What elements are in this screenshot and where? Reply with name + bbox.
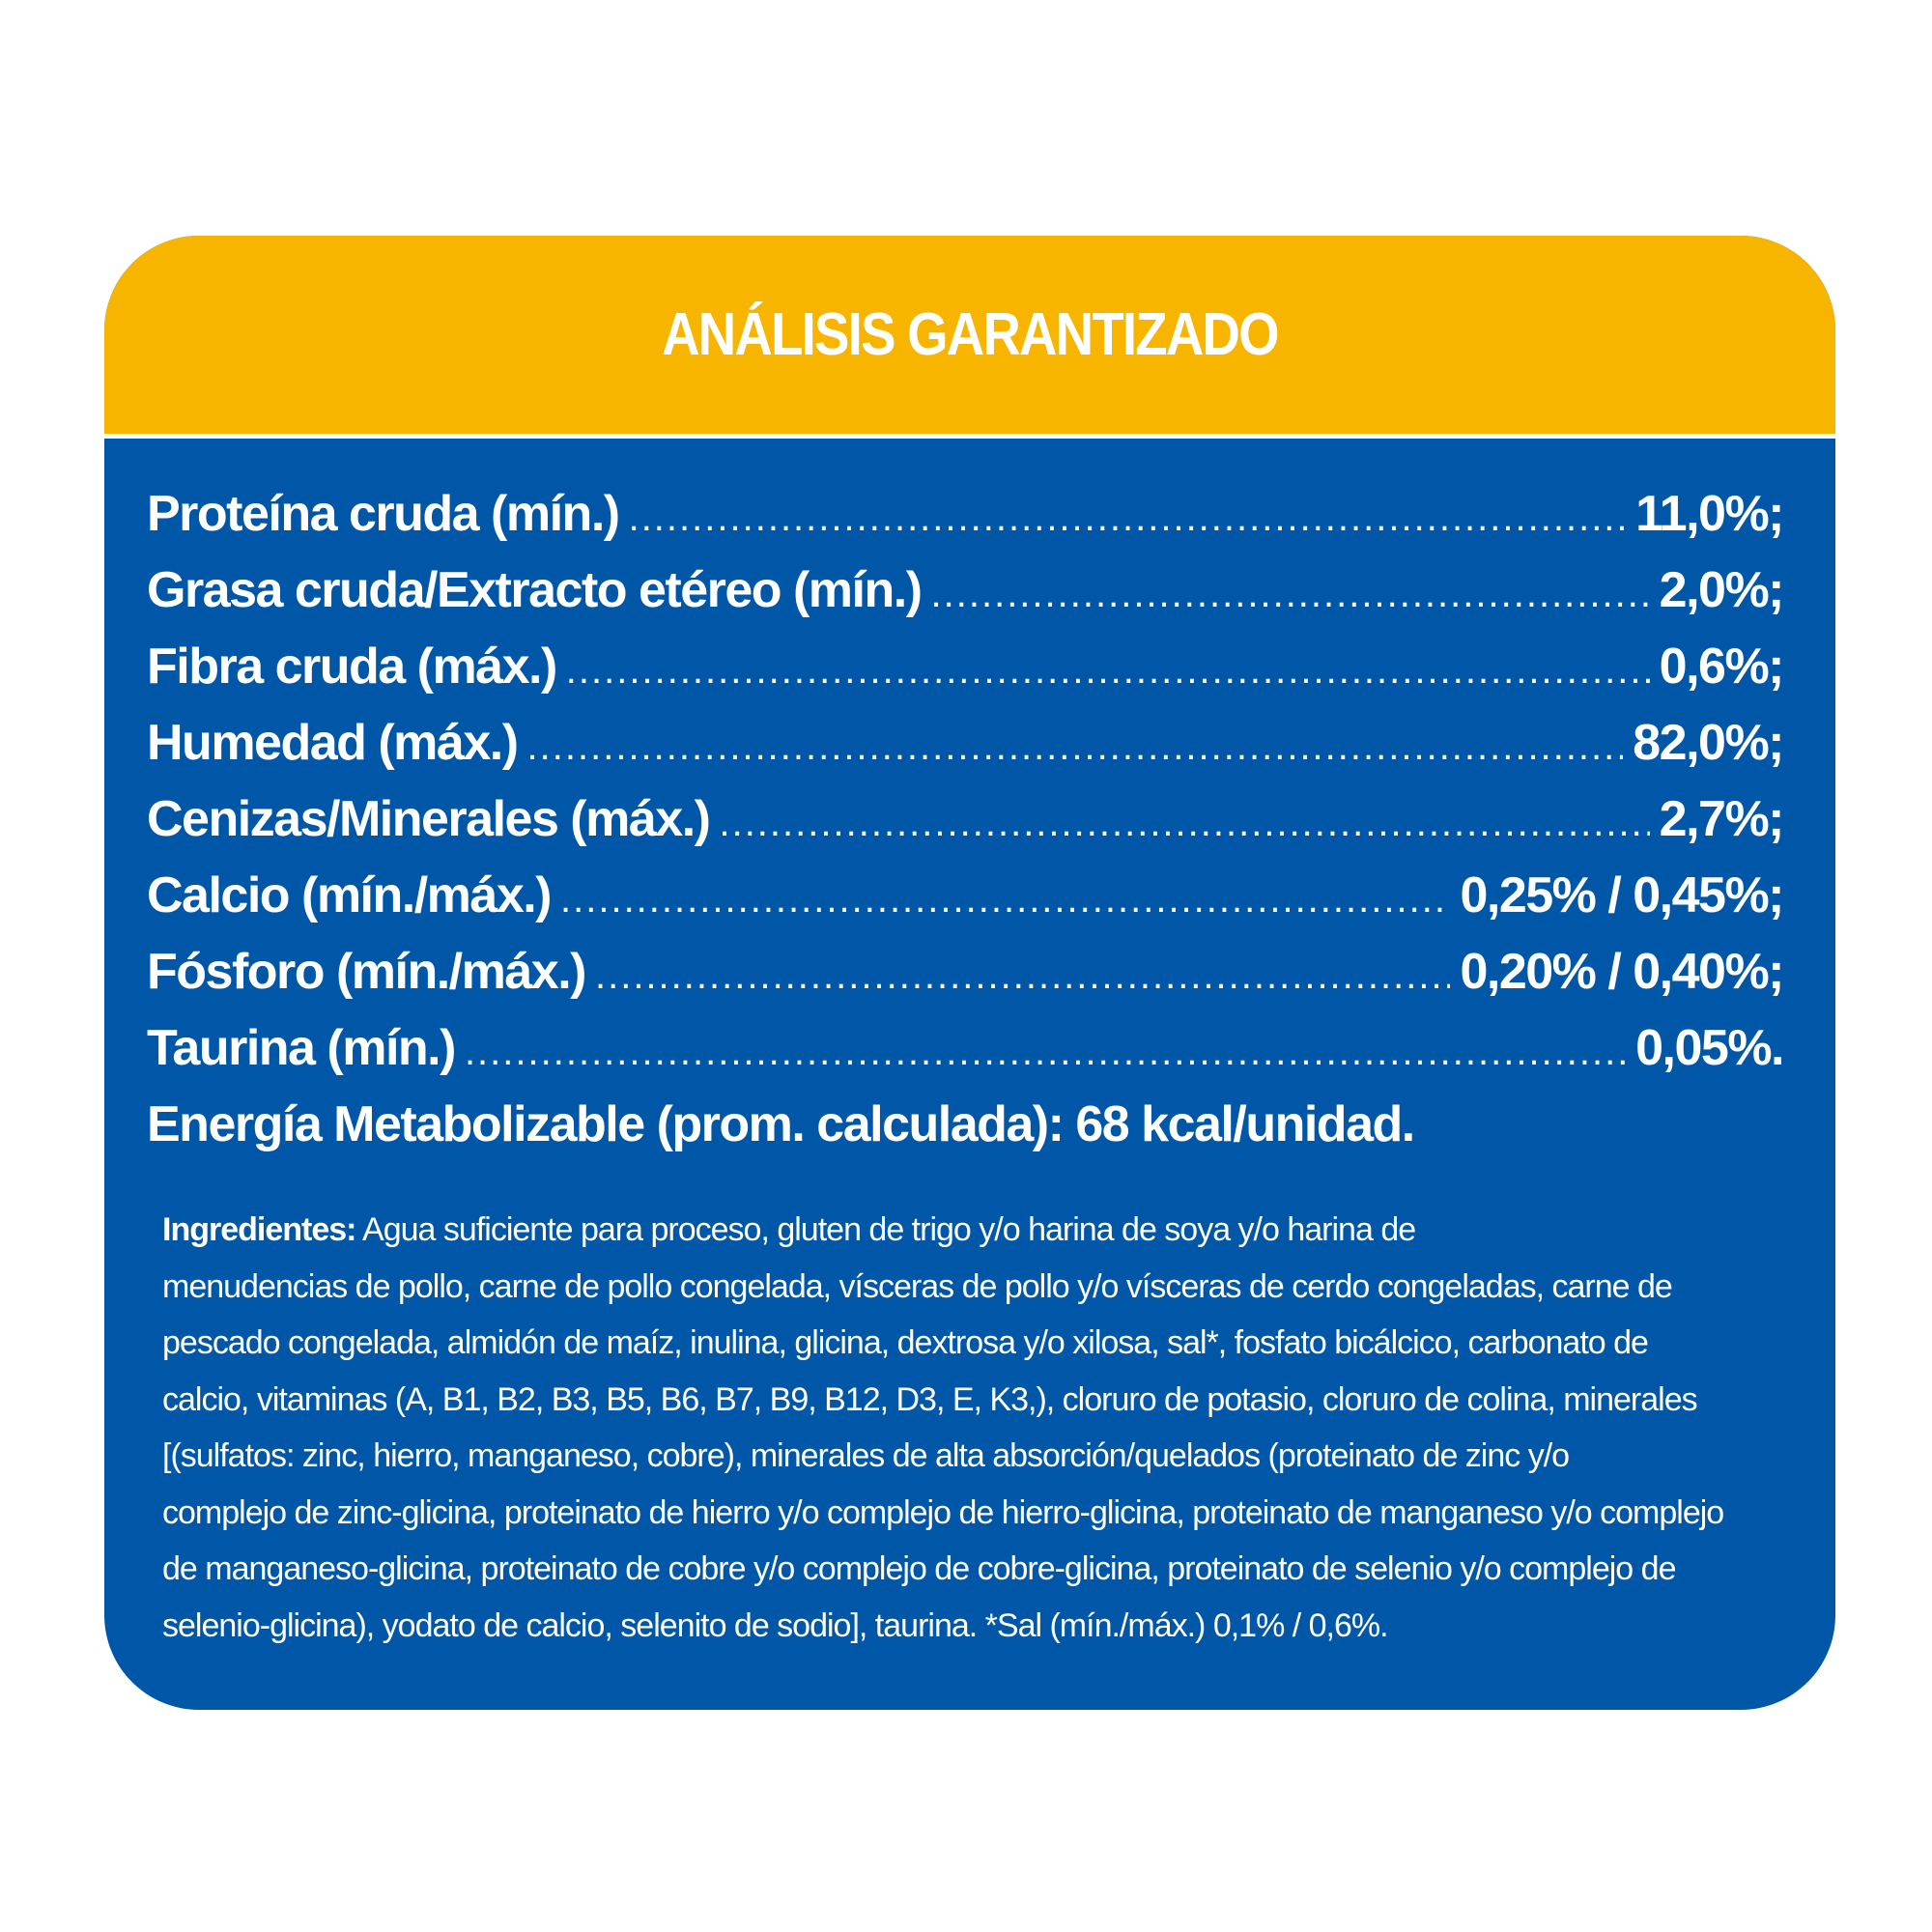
ingredients-line [162, 1202, 1785, 1259]
analysis-header [104, 236, 1835, 439]
header-title: ANÁLISIS GARANTIZADO [662, 301, 1278, 368]
row-label: Grasa cruda/Extracto etéreo (mín.) [147, 562, 922, 618]
ingredients-text: Agua suficiente para proceso, gluten de trigo y/o harina de soya y/o harina de [355, 1211, 1416, 1248]
ingredients-line: menudencias de pollo, carne de pollo congelada, vísceras de pollo y/o vísceras de cerdo congeladas, carne de [162, 1267, 1672, 1305]
analysis-card [104, 236, 1835, 1710]
row-value: 0,20% / 0,40%; [1460, 944, 1783, 1000]
analysis-row-moisture [147, 714, 1783, 790]
analysis-row-calcium [147, 867, 1783, 943]
ingredients-line: pescado congelada, almidón de maíz, inulina, glicina, dextrosa y/o xilosa, sal*, fosfato bicálcico, carbonato de [162, 1324, 1648, 1361]
analysis-row-fat [147, 561, 1783, 638]
ingredients-label: Ingredientes: [162, 1211, 356, 1248]
row-value: 0,25% / 0,45%; [1460, 867, 1783, 923]
analysis-row-ash [147, 790, 1783, 867]
dot-leader [931, 573, 1650, 616]
ingredients-line: de manganeso-glicina, proteinato de cobre y/o complejo de cobre-glicina, proteinato de selenio y/o complejo de [162, 1550, 1676, 1587]
analysis-row-protein [147, 485, 1783, 561]
row-value: 2,7%; [1659, 791, 1783, 847]
row-label: Taurina (mín.) [147, 1020, 455, 1076]
row-label: Cenizas/Minerales (máx.) [147, 791, 710, 847]
row-label: Proteína cruda (mín.) [147, 486, 619, 542]
dot-leader [566, 649, 1650, 693]
analysis-row-fiber [147, 638, 1783, 714]
dot-leader [465, 1031, 1626, 1074]
row-label: Fibra cruda (máx.) [147, 639, 556, 695]
dot-leader [595, 954, 1450, 998]
row-label: Fósforo (mín./máx.) [147, 944, 585, 1000]
row-value: 82,0%; [1633, 715, 1783, 771]
dot-leader [719, 802, 1649, 845]
analysis-row-phosphorus [147, 943, 1783, 1019]
row-label: Calcio (mín./máx.) [147, 867, 551, 923]
analysis-table [147, 485, 1783, 1172]
dot-leader [560, 878, 1450, 922]
row-value: 0,05%. [1635, 1020, 1783, 1076]
dot-leader [527, 725, 1624, 769]
ingredients-line: complejo de zinc-glicina, proteinato de hierro y/o complejo de hierro-glicina, proteinato de manganeso y/o complejo [162, 1493, 1724, 1531]
ingredients-line: calcio, vitaminas (A, B1, B2, B3, B5, B6, B7, B9, B12, D3, E, K3,), cloruro de potasio, cloruro de colina, minerales [162, 1380, 1697, 1418]
ingredients-block [162, 1202, 1785, 1654]
ingredients-line: [(sulfatos: zinc, hierro, manganeso, cobre), minerales de alta absorción/quelados (proteinato de zinc y/o [162, 1437, 1570, 1474]
row-value: 11,0%; [1635, 486, 1783, 542]
row-value: 0,6%; [1659, 639, 1783, 695]
row-value: 2,0%; [1659, 562, 1783, 618]
analysis-row-taurine [147, 1019, 1783, 1095]
energy-line: Energía Metabolizable (prom. calculada): 68 kcal/unidad. [147, 1096, 1414, 1152]
ingredients-line: selenio-glicina), yodato de calcio, selenito de sodio], taurina. *Sal (mín./máx.) 0,1% / 0,6%. [162, 1606, 1388, 1644]
dot-leader [629, 497, 1627, 540]
row-label: Humedad (máx.) [147, 715, 518, 771]
